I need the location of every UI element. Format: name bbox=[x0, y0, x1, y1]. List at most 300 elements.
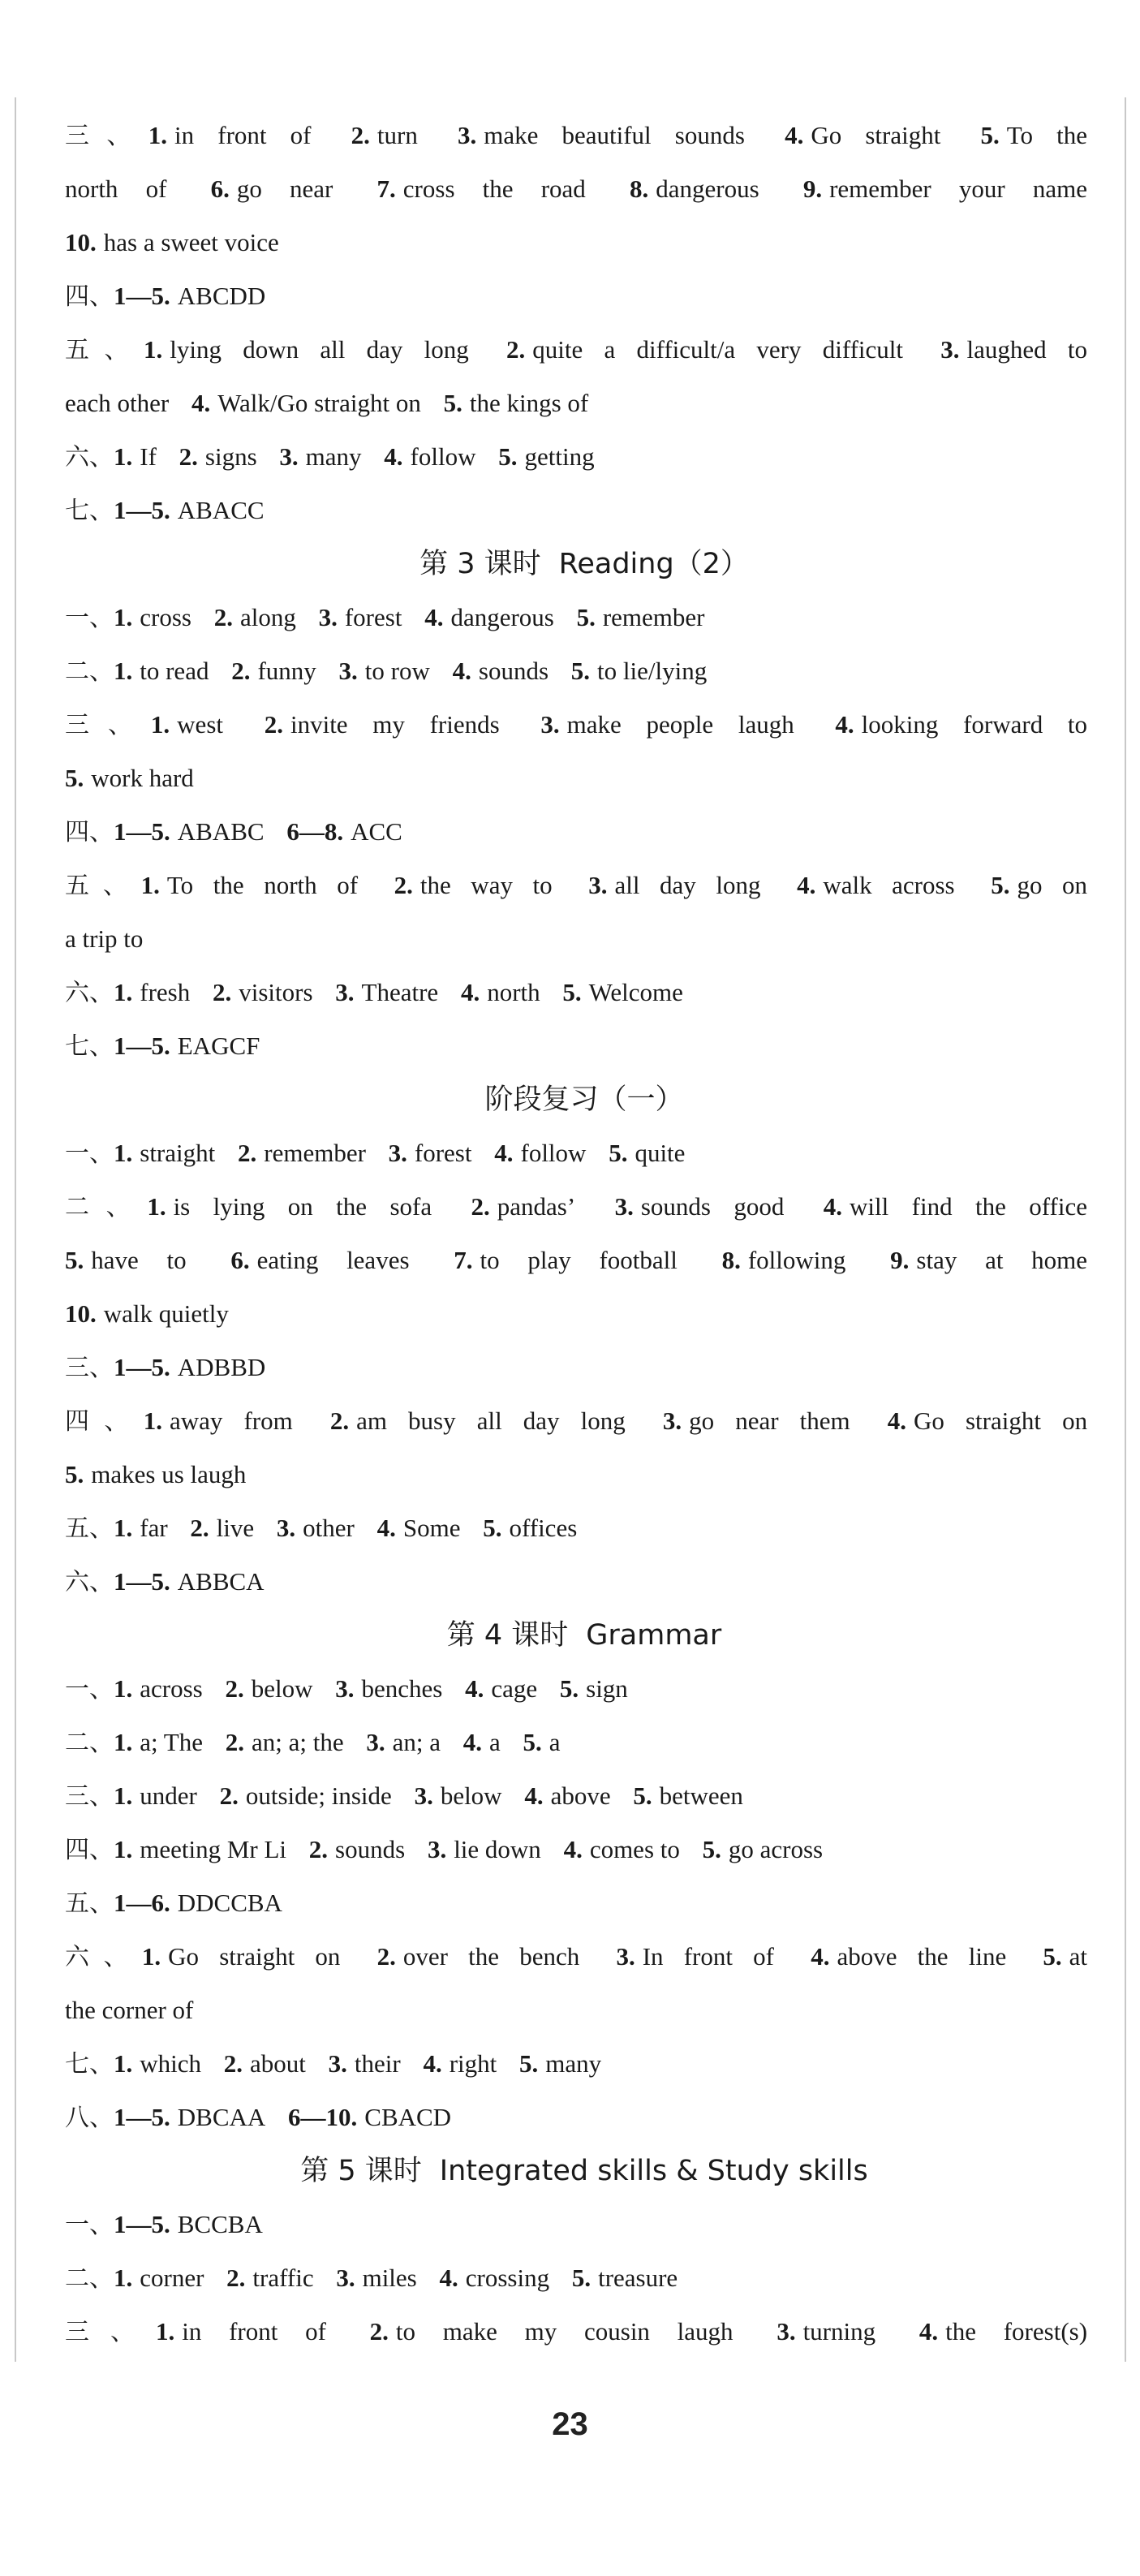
answer-item bbox=[225, 1674, 312, 1703]
answer-item bbox=[213, 978, 313, 1006]
answer-item bbox=[351, 121, 418, 149]
answer-text: am busy all day long bbox=[356, 1406, 626, 1435]
answer-item bbox=[615, 1192, 785, 1221]
answer-item bbox=[370, 2317, 733, 2346]
answer-text: fresh bbox=[140, 978, 191, 1006]
answer-line bbox=[65, 752, 1103, 805]
answer-line bbox=[65, 1287, 1103, 1341]
answer-item bbox=[114, 2049, 201, 2078]
answer-number: 4. bbox=[439, 2264, 458, 2292]
answer-text: remember your name bbox=[829, 174, 1088, 203]
answer-number: 3. bbox=[940, 335, 960, 364]
answer-number: 5. bbox=[443, 389, 462, 417]
answer-number: 1. bbox=[114, 2264, 133, 2292]
section-marker: 六、 bbox=[65, 1568, 114, 1596]
answer-item bbox=[65, 1460, 246, 1488]
answer-text: north bbox=[487, 978, 540, 1006]
answer-number: 4. bbox=[494, 1139, 514, 1167]
answer-text: across bbox=[140, 1674, 203, 1703]
answer-item bbox=[377, 174, 586, 203]
answer-item bbox=[776, 2317, 875, 2346]
answer-line bbox=[65, 1126, 1103, 1180]
answer-number: 1. bbox=[114, 978, 133, 1006]
answer-number: 2. bbox=[264, 710, 283, 739]
answer-text: Go straight on bbox=[168, 1942, 341, 1971]
answer-number: 2. bbox=[369, 2317, 389, 2346]
answer-number: 5. bbox=[65, 764, 84, 792]
answer-item bbox=[114, 978, 190, 1006]
answer-item bbox=[114, 442, 157, 471]
answer-item bbox=[588, 871, 760, 899]
answer-item bbox=[461, 978, 540, 1006]
answer-item bbox=[524, 1781, 610, 1810]
answer-item bbox=[156, 2317, 326, 2346]
answer-item bbox=[377, 1942, 580, 1971]
answer-line bbox=[65, 591, 1103, 644]
answer-number: 3. bbox=[388, 1139, 407, 1167]
answer-item bbox=[562, 978, 683, 1006]
answer-text: ABCDD bbox=[177, 282, 266, 310]
answer-number: 4. bbox=[887, 1406, 907, 1435]
answer-number: 1—5. bbox=[114, 2103, 170, 2131]
answer-item bbox=[498, 442, 594, 471]
answer-number: 5. bbox=[483, 1514, 502, 1542]
answer-number: 4. bbox=[465, 1674, 484, 1703]
answer-item bbox=[423, 2049, 497, 2078]
answer-number: 3. bbox=[776, 2317, 796, 2346]
answer-item bbox=[394, 871, 553, 899]
answer-text: stay at home bbox=[916, 1246, 1088, 1274]
answer-item bbox=[454, 1246, 678, 1274]
answer-item bbox=[114, 2264, 204, 2292]
answer-item bbox=[890, 1246, 1087, 1274]
answer-item bbox=[523, 1728, 561, 1756]
answer-item bbox=[319, 603, 402, 631]
answer-number: 5. bbox=[570, 657, 591, 685]
answer-text: forest bbox=[414, 1139, 472, 1167]
section-marker: 五、 bbox=[65, 1514, 114, 1543]
answer-item bbox=[424, 603, 554, 631]
section-marker: 二、 bbox=[65, 657, 114, 686]
section-marker: 一、 bbox=[65, 1675, 114, 1704]
answer-text: under bbox=[140, 1781, 197, 1810]
answer-number: 2. bbox=[231, 657, 251, 685]
answer-number: 2. bbox=[351, 121, 370, 149]
answer-line bbox=[65, 484, 1103, 537]
answer-number: 4. bbox=[376, 1514, 396, 1542]
answer-item bbox=[540, 710, 794, 739]
answer-number: 4. bbox=[384, 442, 403, 471]
answer-item bbox=[506, 335, 903, 364]
answer-line bbox=[65, 377, 1103, 430]
answer-number: 4. bbox=[524, 1781, 544, 1810]
answer-text: offices bbox=[509, 1514, 578, 1542]
answer-number: 4. bbox=[563, 1835, 583, 1863]
answer-text: Theatre bbox=[361, 978, 439, 1006]
answer-number: 4. bbox=[797, 871, 816, 899]
answer-text: cross the road bbox=[402, 174, 586, 203]
answer-text: is lying on the sofa bbox=[173, 1192, 432, 1221]
answer-item bbox=[211, 174, 333, 203]
answer-item bbox=[65, 764, 194, 792]
answer-item bbox=[65, 389, 169, 417]
answer-item bbox=[114, 2210, 263, 2238]
answer-text: along bbox=[239, 603, 296, 631]
answer-text: far bbox=[140, 1514, 168, 1542]
answer-text: above bbox=[550, 1781, 611, 1810]
answer-line bbox=[65, 1180, 1103, 1234]
answer-text: which bbox=[140, 2049, 202, 2078]
answer-item bbox=[940, 335, 1087, 364]
answer-text: have to bbox=[91, 1246, 187, 1274]
answer-item bbox=[329, 2049, 401, 2078]
answer-item bbox=[114, 496, 265, 524]
answer-text: all day long bbox=[614, 871, 761, 899]
answer-text: follow bbox=[410, 442, 476, 471]
answer-item bbox=[811, 1942, 1006, 1971]
answer-number: 4. bbox=[460, 978, 480, 1006]
answer-number: 1. bbox=[114, 1514, 133, 1542]
answer-item bbox=[785, 121, 940, 149]
section-marker: 八、 bbox=[65, 2104, 114, 2132]
section-marker: 七、 bbox=[65, 497, 114, 525]
answer-line bbox=[65, 1769, 1103, 1823]
section-marker: 四、 bbox=[65, 1407, 144, 1436]
answer-item bbox=[335, 978, 438, 1006]
answer-line bbox=[65, 430, 1103, 484]
answer-line bbox=[65, 269, 1103, 323]
answer-line bbox=[65, 1501, 1103, 1555]
answer-item bbox=[265, 710, 500, 739]
section-marker: 一、 bbox=[65, 1139, 114, 1168]
answer-number: 1—5. bbox=[114, 1032, 170, 1060]
section-marker: 五、 bbox=[65, 336, 144, 364]
section-marker: 一、 bbox=[65, 604, 114, 632]
answer-text: make people laugh bbox=[566, 710, 794, 739]
answer-item bbox=[463, 1728, 501, 1756]
answer-number: 7. bbox=[376, 174, 396, 203]
answer-number: 5. bbox=[65, 1246, 84, 1274]
answer-number: 5. bbox=[519, 2049, 539, 2078]
answer-text: signs bbox=[204, 442, 257, 471]
answer-text: straight bbox=[140, 1139, 216, 1167]
answer-line bbox=[65, 1662, 1103, 1716]
answer-text: the forest(s) bbox=[945, 2317, 1088, 2346]
answer-number: 1. bbox=[114, 1781, 133, 1810]
answer-item bbox=[114, 817, 265, 846]
answer-text: pandas’ bbox=[497, 1192, 576, 1221]
answer-text: about bbox=[250, 2049, 306, 2078]
answer-text: miles bbox=[362, 2264, 417, 2292]
answer-item bbox=[384, 442, 475, 471]
answer-item bbox=[389, 1139, 472, 1167]
answer-text: meeting Mr Li bbox=[140, 1835, 287, 1863]
answer-text: north of bbox=[65, 174, 167, 203]
answer-text: right bbox=[449, 2049, 497, 2078]
answer-number: 1. bbox=[144, 335, 163, 364]
answer-line bbox=[65, 1394, 1103, 1448]
answer-item bbox=[179, 442, 257, 471]
answer-line bbox=[65, 216, 1103, 269]
answer-item bbox=[114, 1139, 215, 1167]
answer-item bbox=[572, 2264, 678, 2292]
answer-number: 1. bbox=[141, 1942, 161, 1971]
answer-text: an; a; the bbox=[252, 1728, 344, 1756]
answer-text: EAGCF bbox=[177, 1032, 260, 1060]
answer-item bbox=[286, 817, 402, 846]
section-marker: 三、 bbox=[65, 1782, 114, 1811]
answer-text: in front of bbox=[174, 121, 312, 149]
answer-text: Go straight bbox=[811, 121, 941, 149]
answer-text: corner bbox=[140, 2264, 204, 2292]
answer-number: 5. bbox=[980, 121, 1000, 149]
answer-number: 3. bbox=[414, 1781, 433, 1810]
section-marker: 三、 bbox=[65, 1354, 114, 1382]
answer-number: 8. bbox=[629, 174, 649, 203]
answer-number: 2. bbox=[179, 442, 198, 471]
answer-text: To the bbox=[1006, 121, 1088, 149]
answer-number: 1. bbox=[114, 1674, 133, 1703]
answer-line bbox=[65, 966, 1103, 1019]
answer-number: 3. bbox=[616, 1942, 635, 1971]
answer-item bbox=[114, 1674, 203, 1703]
answer-number: 1. bbox=[114, 1139, 133, 1167]
answer-text: ADBBD bbox=[177, 1353, 266, 1381]
answer-item bbox=[224, 2049, 306, 2078]
answer-number: 2. bbox=[190, 1514, 209, 1542]
answer-text: above the line bbox=[837, 1942, 1007, 1971]
section-marker: 四、 bbox=[65, 1836, 114, 1864]
answer-item bbox=[577, 603, 705, 631]
answer-text: follow bbox=[520, 1139, 587, 1167]
answer-item bbox=[483, 1514, 577, 1542]
answer-item bbox=[114, 1781, 197, 1810]
section-marker: 五、 bbox=[65, 1889, 114, 1918]
answer-text: other bbox=[303, 1514, 355, 1542]
answer-line bbox=[65, 912, 1103, 966]
section-marker: 三、 bbox=[65, 711, 151, 739]
answer-line bbox=[65, 805, 1103, 859]
section-heading-chinese: 第 3 课时 bbox=[419, 548, 541, 580]
answer-text: over the bench bbox=[402, 1942, 580, 1971]
answer-text: traffic bbox=[252, 2264, 314, 2292]
answer-number: 3. bbox=[366, 1728, 385, 1756]
answer-item bbox=[703, 1835, 823, 1863]
answer-text: In front of bbox=[642, 1942, 774, 1971]
answer-number: 4. bbox=[918, 2317, 939, 2346]
answer-text: DDCCBA bbox=[177, 1889, 282, 1917]
answer-item bbox=[277, 1514, 355, 1542]
section-heading bbox=[65, 537, 1103, 591]
answer-item bbox=[144, 335, 469, 364]
answer-number: 2. bbox=[394, 871, 413, 899]
answer-number: 1. bbox=[143, 1406, 162, 1435]
answer-number: 1. bbox=[147, 1192, 166, 1221]
answer-text: remember bbox=[264, 1139, 366, 1167]
answer-number: 5. bbox=[498, 442, 518, 471]
answer-item bbox=[428, 1835, 541, 1863]
answer-number: 3. bbox=[457, 121, 477, 149]
answer-number: 1—5. bbox=[114, 496, 170, 524]
answer-item bbox=[114, 657, 209, 685]
section-heading-chinese: 第 4 课时 bbox=[446, 1619, 569, 1652]
answer-number: 3. bbox=[338, 657, 358, 685]
answer-number: 3. bbox=[318, 603, 338, 631]
answer-number: 3. bbox=[279, 442, 299, 471]
answer-text: forest bbox=[344, 603, 402, 631]
answer-item bbox=[919, 2317, 1087, 2346]
answer-text: turn bbox=[376, 121, 418, 149]
answer-item bbox=[238, 1139, 366, 1167]
answer-text: dangerous bbox=[450, 603, 554, 631]
answer-text: ACC bbox=[351, 817, 402, 846]
answer-number: 4. bbox=[462, 1728, 483, 1756]
answer-item bbox=[564, 1835, 680, 1863]
answer-number: 1. bbox=[150, 710, 170, 739]
answer-text: below bbox=[251, 1674, 313, 1703]
answer-item bbox=[797, 871, 955, 899]
section-marker: 六、 bbox=[65, 1943, 142, 1971]
answer-item bbox=[288, 2103, 451, 2131]
answer-text: at bbox=[1069, 1942, 1088, 1971]
answer-text: ABACC bbox=[177, 496, 265, 524]
section-heading bbox=[65, 2144, 1103, 2198]
answer-text: ABBCA bbox=[177, 1567, 265, 1596]
answer-number: 2. bbox=[212, 978, 232, 1006]
answer-text: go near them bbox=[689, 1406, 850, 1435]
answer-item bbox=[465, 1674, 537, 1703]
answer-item bbox=[458, 121, 745, 149]
answer-item bbox=[114, 1032, 260, 1060]
answer-item bbox=[148, 121, 312, 149]
answer-number: 1. bbox=[140, 871, 160, 899]
answer-item bbox=[803, 174, 1087, 203]
answer-number: 1—5. bbox=[114, 2210, 170, 2238]
answer-text: cage bbox=[491, 1674, 538, 1703]
answer-number: 1. bbox=[148, 121, 168, 149]
answer-line bbox=[65, 2251, 1103, 2305]
answer-text: dangerous bbox=[656, 174, 759, 203]
section-marker: 二、 bbox=[65, 2264, 114, 2293]
answer-number: 1. bbox=[114, 2049, 133, 2078]
answer-text: lie down bbox=[454, 1835, 541, 1863]
answer-item bbox=[65, 1299, 229, 1328]
section-marker: 七、 bbox=[65, 1032, 114, 1061]
answer-item bbox=[144, 1406, 293, 1435]
answer-text: go near bbox=[236, 174, 333, 203]
answer-item bbox=[453, 657, 548, 685]
answer-text: cross bbox=[140, 603, 191, 631]
answer-line bbox=[65, 1823, 1103, 1876]
answer-line bbox=[65, 2198, 1103, 2251]
answer-text: a trip to bbox=[65, 924, 144, 953]
answer-text: Walk/Go straight on bbox=[217, 389, 421, 417]
answer-item bbox=[114, 603, 191, 631]
answer-text: many bbox=[305, 442, 362, 471]
answer-item bbox=[471, 1192, 576, 1221]
answer-item bbox=[191, 389, 421, 417]
answer-text: to row bbox=[364, 657, 430, 685]
answer-text: laughed to bbox=[966, 335, 1088, 364]
answer-text: the corner of bbox=[65, 1996, 194, 2024]
answer-number: 5. bbox=[991, 871, 1010, 899]
answer-number: 1. bbox=[114, 657, 133, 685]
answer-line bbox=[65, 644, 1103, 698]
answer-item bbox=[231, 657, 316, 685]
answer-text: Go straight on bbox=[914, 1406, 1088, 1435]
answer-text: sounds bbox=[478, 657, 549, 685]
section-heading-english: Integrated skills & Study skills bbox=[439, 2155, 868, 2187]
answer-number: 4. bbox=[452, 657, 471, 685]
answer-number: 4. bbox=[811, 1942, 830, 1971]
left-margin-rule bbox=[15, 97, 16, 2362]
answer-text: BCCBA bbox=[177, 2210, 263, 2238]
answer-text: will find the office bbox=[850, 1192, 1087, 1221]
section-heading-chinese: 阶段复习（一） bbox=[484, 1083, 684, 1116]
answer-number: 5. bbox=[562, 978, 582, 1006]
section-marker: 七、 bbox=[65, 2050, 114, 2078]
answer-line bbox=[65, 698, 1103, 752]
answer-line bbox=[65, 1234, 1103, 1287]
answer-line bbox=[65, 1448, 1103, 1501]
answer-item bbox=[214, 603, 296, 631]
answer-number: 2. bbox=[219, 1781, 239, 1810]
answer-number: 3. bbox=[335, 1674, 355, 1703]
section-marker: 五、 bbox=[65, 872, 141, 900]
answer-number: 4. bbox=[835, 710, 854, 739]
answer-item bbox=[309, 1835, 405, 1863]
answer-number: 3. bbox=[335, 978, 355, 1006]
answer-line bbox=[65, 1930, 1103, 1984]
answer-item bbox=[226, 2264, 313, 2292]
answer-line bbox=[65, 1876, 1103, 1930]
answer-item bbox=[279, 442, 361, 471]
answer-number: 9. bbox=[802, 174, 823, 203]
answer-number: 1—5. bbox=[114, 1567, 170, 1596]
answer-number: 4. bbox=[424, 603, 444, 631]
answer-item bbox=[114, 1353, 265, 1381]
section-heading-english: Grammar bbox=[586, 1619, 722, 1652]
answer-line bbox=[65, 1716, 1103, 1769]
answer-number: 5. bbox=[65, 1460, 84, 1488]
answer-number: 5. bbox=[523, 1728, 542, 1756]
answer-text: If bbox=[140, 442, 157, 471]
answer-number: 2. bbox=[226, 2264, 246, 2292]
answer-item bbox=[65, 174, 166, 203]
answer-item bbox=[366, 1728, 441, 1756]
answer-text: following bbox=[747, 1246, 846, 1274]
answer-text: to lie/lying bbox=[597, 657, 708, 685]
answer-text: CBACD bbox=[364, 2103, 452, 2131]
answer-text: sounds bbox=[335, 1835, 406, 1863]
answer-number: 1—5. bbox=[114, 1353, 170, 1381]
answer-item bbox=[519, 2049, 601, 2078]
answer-number: 1. bbox=[114, 1835, 133, 1863]
page-number: 23 bbox=[552, 2406, 588, 2442]
answer-text: live bbox=[216, 1514, 255, 1542]
answer-number: 2. bbox=[225, 1674, 244, 1703]
answer-item bbox=[230, 1246, 409, 1274]
answer-number: 4. bbox=[785, 121, 804, 149]
answer-number: 2. bbox=[505, 335, 526, 364]
answer-text: DBCAA bbox=[177, 2103, 266, 2131]
answer-item bbox=[494, 1139, 586, 1167]
answer-item bbox=[444, 389, 589, 417]
answer-text: work hard bbox=[91, 764, 194, 792]
answer-text: visitors bbox=[239, 978, 313, 1006]
answer-line bbox=[65, 2091, 1103, 2144]
section-heading bbox=[65, 1609, 1103, 1662]
